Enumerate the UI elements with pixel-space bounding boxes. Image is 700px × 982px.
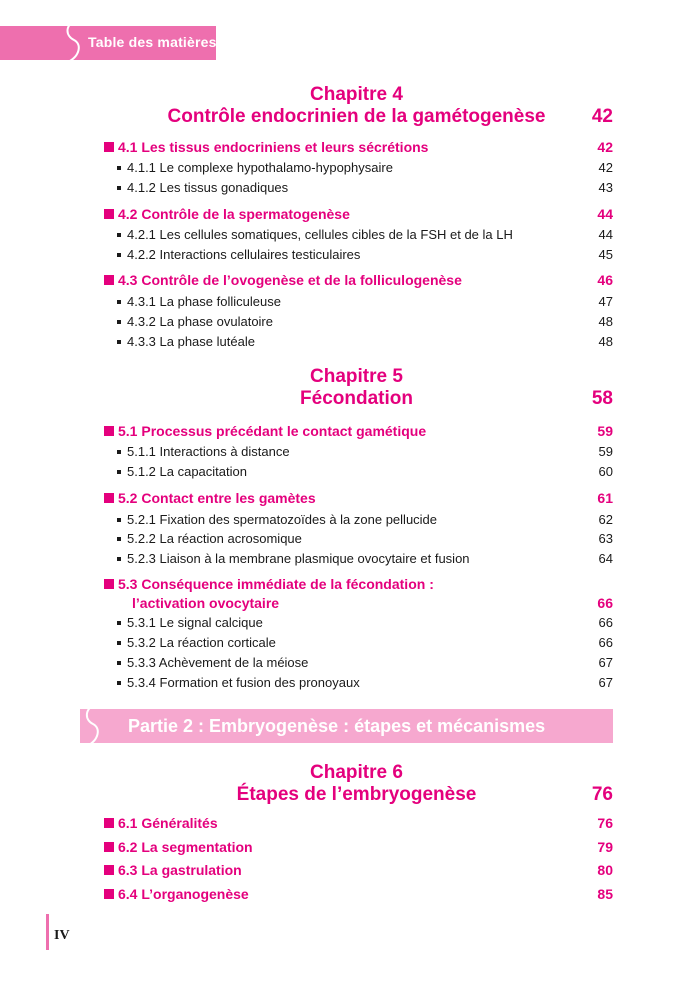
section-page: 44 [597,206,613,222]
subsection-page: 42 [598,160,613,175]
section-page: 80 [597,862,613,878]
section-label: 5.3 Conséquence immédiate de la fécondation : [118,576,434,592]
subsection-label: 4.3.3 La phase lutéale [127,334,255,349]
section-bullet [104,579,114,589]
subsection-page: 64 [598,551,613,566]
subsection-label: 4.1.2 Les tissus gonadiques [127,180,289,195]
section-page: 79 [597,839,613,855]
section-bullet [104,865,114,875]
subsection-bullet [117,681,121,685]
subsection-page: 43 [598,180,613,195]
toc-section[interactable] [104,574,613,614]
toc-subsection[interactable] [117,179,613,197]
chapter-label: Chapitre 4 [310,84,403,105]
subsection-bullet [117,233,121,237]
subsection-bullet [117,300,121,304]
header-title: Table des matières [88,34,217,50]
section-page: 76 [597,815,613,831]
toc-subsection[interactable] [117,313,613,331]
subsection-page: 45 [598,247,613,262]
chapter-4-heading[interactable] [100,84,613,128]
subsection-label: 4.2.2 Interactions cellulaires testiculaires [127,247,361,262]
toc-section[interactable] [104,884,613,904]
section-label: 6.1 Généralités [118,815,218,831]
section-bullet [104,209,114,219]
subsection-label: 4.1.1 Le complexe hypothalamo-hypophysaire [127,160,393,175]
toc-section[interactable] [104,204,613,224]
subsection-label: 5.3.2 La réaction corticale [127,635,276,650]
subsection-page: 63 [598,531,613,546]
section-bullet [104,818,114,828]
toc-section[interactable] [104,837,613,857]
chapter-title: Fécondation [300,388,413,409]
chapter-6-heading[interactable] [100,762,613,806]
section-bullet [104,493,114,503]
section-page: 61 [597,490,613,506]
section-page: 42 [597,139,613,155]
subsection-label: 5.3.3 Achèvement de la méiose [127,655,309,670]
page-number: IV [54,928,70,943]
toc-subsection[interactable] [117,654,613,672]
subsection-label: 5.2.1 Fixation des spermatozoïdes à la zone pellucide [127,512,438,527]
toc-section[interactable] [104,860,613,880]
subsection-bullet [117,186,121,190]
section-label: 5.2 Contact entre les gamètes [118,490,316,506]
subsection-bullet [117,166,121,170]
subsection-bullet [117,557,121,561]
subsection-label: 5.3.4 Formation et fusion des pronoyaux [127,675,360,690]
section-bullet [104,842,114,852]
section-page: 59 [597,423,613,439]
section-page: 85 [597,886,613,902]
toc-subsection[interactable] [117,333,613,351]
subsection-page: 62 [598,512,613,527]
toc-subsection[interactable] [117,674,613,692]
header-curl-ornament [62,18,84,64]
subsection-page: 59 [598,444,613,459]
subsection-bullet [117,340,121,344]
section-bullet [104,426,114,436]
page-number-bar [46,914,49,950]
subsection-label: 5.2.3 Liaison à la membrane plasmique ovocytaire et fusion [127,551,470,566]
subsection-page: 44 [598,227,613,242]
section-label-continued: l’activation ovocytaire [132,595,280,611]
chapter-title: Contrôle endocrinien de la gamétogenèse [167,106,546,127]
subsection-page: 67 [598,675,613,690]
toc-section[interactable] [104,270,613,290]
chapter-page: 42 [591,106,613,127]
subsection-bullet [117,537,121,541]
part-curl-ornament [82,702,102,748]
toc-subsection[interactable] [117,443,613,461]
subsection-page: 60 [598,464,613,479]
toc-subsection[interactable] [117,159,613,177]
subsection-label: 4.3.1 La phase folliculeuse [127,294,281,309]
subsection-bullet [117,518,121,522]
subsection-label: 5.3.1 Le signal calcique [127,615,263,630]
section-bullet [104,889,114,899]
chapter-label: Chapitre 6 [310,762,403,783]
toc-section[interactable] [104,813,613,833]
subsection-bullet [117,470,121,474]
subsection-page: 67 [598,655,613,670]
section-label: 4.1 Les tissus endocriniens et leurs sécrétions [118,139,429,155]
toc-section[interactable] [104,421,613,441]
chapter-page: 76 [591,784,613,805]
subsection-bullet [117,641,121,645]
section-page: 46 [597,272,613,288]
section-bullet [104,142,114,152]
toc-subsection[interactable] [117,614,613,632]
subsection-bullet [117,661,121,665]
subsection-label: 4.3.2 La phase ovulatoire [127,314,273,329]
chapter-page: 58 [591,388,613,409]
part-title[interactable]: Partie 2 : Embryogenèse : étapes et mécanismes [128,716,546,736]
subsection-bullet [117,450,121,454]
section-label: 4.3 Contrôle de l’ovogenèse et de la folliculogenèse [118,272,462,288]
subsection-label: 5.1.2 La capacitation [127,464,247,479]
subsection-page: 48 [598,314,613,329]
subsection-label: 4.2.1 Les cellules somatiques, cellules cibles de la FSH et de la LH [127,227,513,242]
subsection-bullet [117,253,121,257]
subsection-label: 5.2.2 La réaction acrosomique [127,531,302,546]
chapter-label: Chapitre 5 [310,366,403,387]
toc-subsection[interactable] [117,463,613,481]
section-label: 6.3 La gastrulation [118,862,242,878]
chapter-title: Étapes de l’embryogenèse [236,784,477,805]
subsection-page: 66 [598,615,613,630]
section-label: 6.2 La segmentation [118,839,253,855]
toc-section[interactable] [104,137,613,157]
toc-subsection[interactable] [117,634,613,652]
toc-subsection[interactable] [117,550,613,568]
toc-subsection[interactable] [117,511,613,529]
toc-subsection[interactable] [117,226,613,244]
subsection-page: 47 [598,294,613,309]
subsection-page: 48 [598,334,613,349]
toc-section[interactable] [104,488,613,508]
toc-subsection[interactable] [117,293,613,311]
chapter-5-heading[interactable] [100,366,613,410]
subsection-bullet [117,621,121,625]
subsection-page: 66 [598,635,613,650]
toc-subsection[interactable] [117,246,613,264]
section-page: 66 [597,595,613,611]
section-label: 4.2 Contrôle de la spermatogenèse [118,206,350,222]
section-bullet [104,275,114,285]
subsection-label: 5.1.1 Interactions à distance [127,444,290,459]
section-label: 5.1 Processus précédant le contact gamétique [118,423,427,439]
section-label: 6.4 L’organogenèse [118,886,249,902]
subsection-bullet [117,320,121,324]
toc-subsection[interactable] [117,530,613,548]
